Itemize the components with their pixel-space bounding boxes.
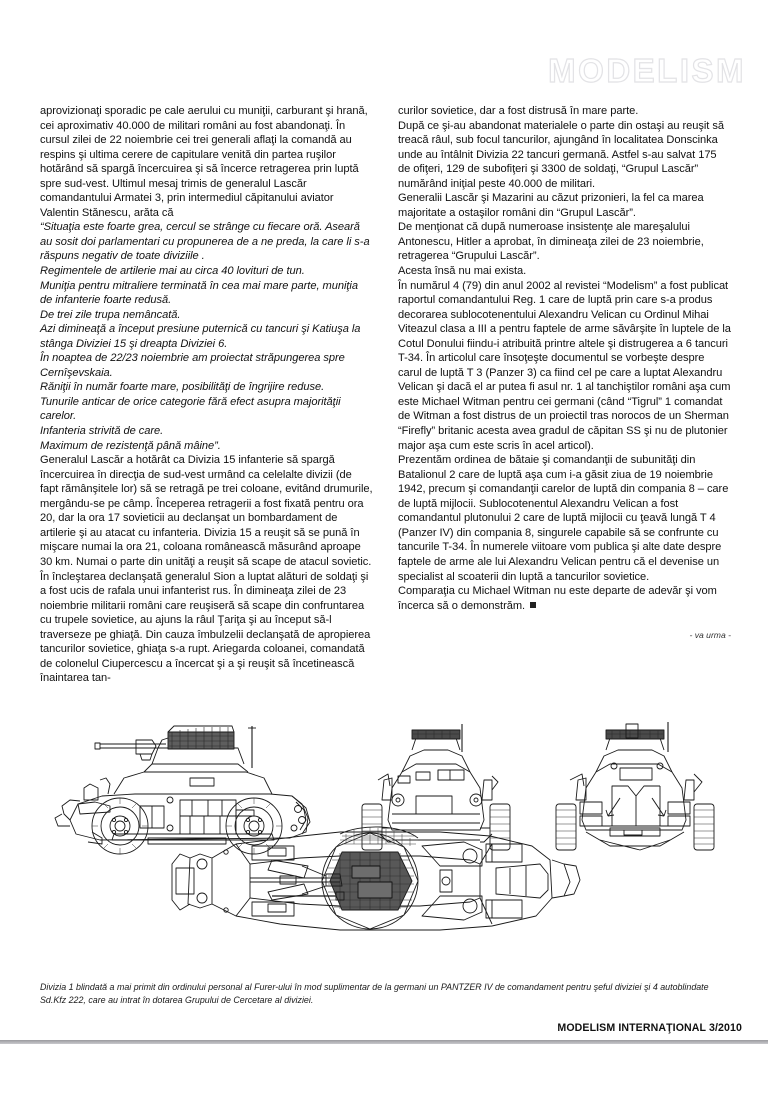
paragraph: Regimentele de artilerie mai au circa 40 lovituri de tun. [40, 265, 305, 278]
modelism-watermark-logo: MODELISM [548, 52, 746, 89]
paragraph: Muniţia pentru mitraliere terminată în cea mai mare parte, muniţia de infanterie foarte redusă. [40, 279, 358, 307]
paragraph-text: Comparaţia cu Michael Witman nu este departe de adevăr şi vom încerca să o demonstrăm. [398, 585, 717, 612]
paragraph: După ce şi-au abandonat materialele o parte din ostaşi au reuşit să treacă râul, sub focul tancurilor, ajungând în localitatea Donscinka unde au întâlnit Divizia 22 tancuri germană. Astfel s-au salvat 175 de ofiţeri, 129 de subofiţeri şi 3300 de soldaţi, “Grupul Lascăr” numărând iniţial peste 40.000 de militari. [398, 119, 724, 190]
paragraph: În numărul 4 (79) din anul 2002 al revistei “Modelism” a fost publicat raportul comandantului Reg. 1 care de luptă prin care s-a produs decorarea sublocotenentului Alexandru Velican cu Ordinul Mihai Viteazul clasa a III a pentru faptele de arme săvârşite în luptele de la Cotul Donului fiindu-i atribuită printre altele şi distrugerea a 6 tancuri T-34. În articolul care însoţeşte documentul se vorbeşte despre carul de luptă T 3 (Panzer 3) ca fiind cel pe care a luptat Alexandru Velican şi dacă el ar putea fi asul nr. 1 al tanchiştilor români aşa cum este Michael Witman pentru cei germani (când “Tigrul” 1 comandat de Witman a fost distrus de un proiectil tras norocos de un Sherman “Firefly” britanic acesta avea gradul de căpitan SS şi nu de plutonier major aşa cum este scris în acel articol). [398, 279, 731, 452]
paragraph: Acesta însă nu mai exista. [398, 265, 527, 278]
right-text-column [398, 104, 731, 686]
paragraph-final [398, 584, 731, 613]
paragraph: În noaptea de 22/23 noiembrie am proiectat străpungerea spre Cernîşevskaia. [40, 352, 345, 379]
paragraph: “Situaţia este foarte grea, cercul se strânge cu fiecare oră. Aseară au sosit doi parlamentari cu propunerea de a ne preda, la care li s-a răspuns negativ de toate diviziile . [40, 221, 370, 263]
paragraph: Azi dimineaţă a început presiune puternică cu tancuri şi Katiuşa la stânga Diviziei 15 şi dreapta Diviziei 6. [40, 323, 361, 350]
front-view [362, 724, 510, 850]
continuation-note: - va urma - [689, 630, 731, 641]
end-of-article-marker [530, 602, 536, 608]
sdkfz222-drawing-plate [40, 668, 731, 973]
figure-caption: Divizia 1 blindată a mai primit din ordinului personal al Furer-ului în mod suplimentar de la germani un PANTZER IV de comandament pentru şeful diviziei şi 4 autoblindate Sd.Kfz 222, care au intrat în dotarea Grupului de Cercetare al diviziei. [40, 982, 709, 1005]
article-body [40, 104, 731, 686]
paragraph: De menţionat că după numeroase insistenţe ale mareşalului Antonescu, Hitler a aprobat, în dimineaţa zilei de 23 noiembrie, retragerea “Grupului Lascăr”. [398, 221, 704, 263]
top-view [172, 827, 580, 930]
paragraph: aprovizionaţi sporadic pe cale aerului cu muniţii, carburant şi hrană, cei aproximativ 40.000 de militari români au fost abandonaţi. În cursul zilei de 22 noiembrie cei trei generali aflaţi la comandă au respins şi ultima cerere de capitulare venită din partea ruşilor hotărând să spargă încercuirea şi să încerce retragerea prin luptă spre sud-vest. Ultimul mesaj trimis de generalul Lascăr comandantului Armatei 3, prin intermediul căpitanului aviator Valentin Stănescu, arăta că [40, 105, 368, 219]
paragraph: curilor sovietice, dar a fost distrusă în mare parte. [398, 105, 639, 117]
rear-view [556, 722, 714, 850]
paragraph: Infanteria strivită de care. [40, 425, 164, 438]
paragraph: Răniţii în număr foarte mare, posibilităţi de îngrijire reduse. [40, 381, 325, 394]
side-view [55, 726, 310, 854]
paragraph: De trei zile trupa nemâncată. [40, 308, 181, 321]
footer-magazine-name: MODELISM INTERNAŢIONAL [557, 1022, 706, 1034]
paragraph: Generalii Lascăr şi Mazarini au căzut prizonieri, la fel ca marea majoritate a ostaşilor români din “Grupul Lascăr”. [398, 192, 704, 219]
paragraph: Tunurile anticar de orice categorie fără efect asupra majorităţii carelor. [40, 395, 341, 423]
left-text-column [40, 104, 373, 686]
footer-divider [0, 1040, 768, 1044]
paragraph: Generalul Lascăr a hotărât ca Divizia 15 infanterie să spargă încercuirea în direcţia de sud-vest urmând ca celelalte divizii (de fapt rămânşitele lor) să se retragă pe trei coloane, evitând drumurile, mergându-se pe câmp. Începerea retragerii a fost fixată pentru ora 20, dar la ora 17 sovieticii au declanşat un bombardament de artilerie şi au atacat cu infanteria. Divizia 15 a reuşit să se pună în mişcare numai la ora 21, coloana românească măsurând aproape 30 km. Numai o parte din unităţi a reuşit să scape de atacul sovietic. În încleştarea declanşată generalul Sion a luptat alături de soldaţi şi a fost ucis de rafala unui infanterist rus. În dimineaţa zilei de 23 noiembrie militarii români care reuşiseră să scape din confruntarea cu trupele sovietice, au ajuns la râul Ţariţa şi au început să-l traverseze pe ghiaţă. Din cauza îmbulzelii declanşată de apropierea tancurilor sovietice, ghiaţa s-a rupt. Ariegarda coloanei, comandată de colonelul Ciupercescu a încercat şi a şi reuşit să încetinească înaintarea tan- [40, 454, 373, 685]
paragraph: Prezentăm ordinea de bătaie şi comandanţii de subunităţi din Batalionul 2 care de luptă aşa cum i-a găsit ziua de 19 noiembrie 1942, precum şi comandanţii carelor de luptă din compania 8 – care de luptă mijlocii. Sublocotenentul Alexandru Velican a fost comandantul plutonului 2 care de luptă mijlocii cu ţeavă lungă T 4 (Panzer IV) din compania 8, singurele capabile să se confrunte cu tancurile T-34. În numerele viitoare vom publica şi alte date despre faptele de arme ale lui Alexandru Velican pentru că el devenise un specialist al scoaterii din luptă a tancurilor sovietice. [398, 454, 729, 583]
footer-text [557, 1022, 742, 1034]
footer-issue: 3/2010 [708, 1022, 742, 1034]
paragraph: Maximum de rezistenţă până mâine”. [40, 439, 221, 452]
